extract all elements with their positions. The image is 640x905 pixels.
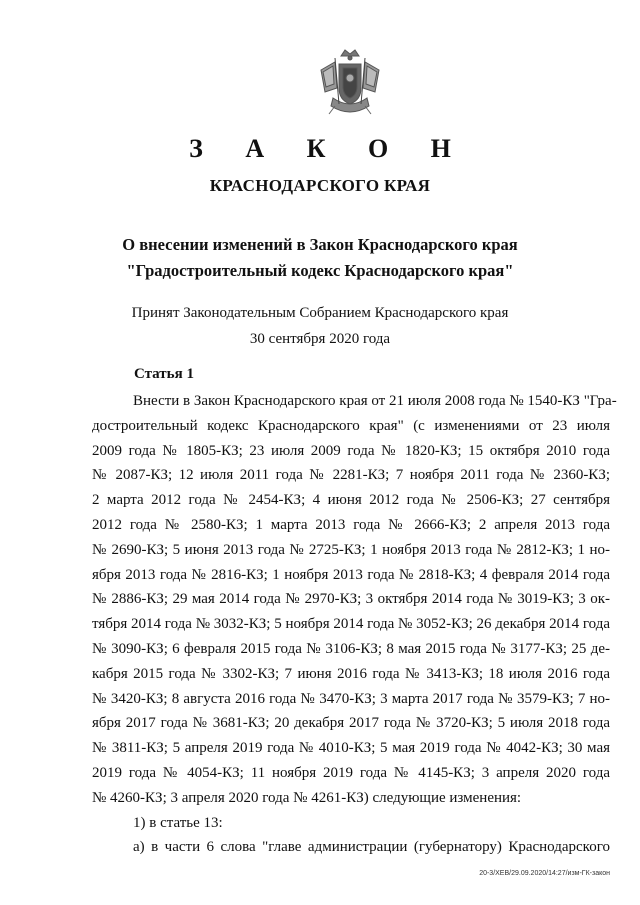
body-line: 2019 года № 4054-КЗ; 11 ноября 2019 года № 4145-КЗ; 3 апреля 2020 года	[92, 764, 610, 781]
body-line: кабря 2015 года № 3302-КЗ; 7 июня 2016 года № 3413-КЗ; 18 июля 2016 года	[92, 665, 610, 682]
body-line: 2012 года № 2580-КЗ; 1 марта 2013 года № 2666-КЗ; 2 апреля 2013 года	[92, 516, 610, 533]
body-line: 2009 года № 1805-КЗ; 23 июля 2009 года № 1820-КЗ; 15 октября 2010 года	[92, 442, 610, 459]
law-name-line-2: "Градостроительный кодекс Краснодарского края"	[126, 261, 514, 280]
document-footer-code: 20-3/ХЕВ/29.09.2020/14:27/изм-ГК-закон	[479, 870, 610, 877]
body-line: № 3811-КЗ; 5 апреля 2019 года № 4010-КЗ; 5 мая 2019 года № 4042-КЗ; 30 мая	[92, 740, 610, 757]
law-name	[0, 232, 640, 284]
body-line: ября 2013 года № 2816-КЗ; 1 ноября 2013 года № 2818-КЗ; 4 февраля 2014 года	[92, 566, 610, 583]
body-line: № 2690-КЗ; 5 июня 2013 года № 2725-КЗ; 1 ноября 2013 года № 2812-КЗ; 1 но-	[92, 541, 610, 558]
document-title: З А К О Н	[189, 134, 469, 163]
body-line: № 2886-КЗ; 29 мая 2014 года № 2970-КЗ; 3 октября 2014 года № 3019-КЗ; 3 ок-	[92, 591, 610, 608]
law-name-line-1: О внесении изменений в Закон Краснодарского края	[122, 235, 518, 254]
document-subtitle: КРАСНОДАРСКОГО КРАЯ	[209, 176, 431, 195]
adoption-line-1: Принят Законодательным Собранием Краснодарского края	[131, 305, 509, 321]
coat-of-arms-emblem	[315, 48, 385, 120]
body-line: достроительный кодекс Краснодарского края" (с изменениями от 23 июля	[92, 417, 610, 434]
item-1a: а) в части 6 слова "главе администрации (губернатору) Краснодарского	[133, 839, 610, 856]
body-line: ября 2017 года № 3681-КЗ; 20 декабря 2017 года № 3720-КЗ; 5 июля 2018 года	[92, 715, 610, 732]
body-line: тября 2014 года № 3032-КЗ; 5 ноября 2014 года № 3052-КЗ; 26 декабря 2014 года	[92, 616, 610, 633]
body-line: Внести в Закон Краснодарского края от 21 июля 2008 года № 1540-КЗ "Гра-	[133, 393, 617, 409]
body-line: № 2087-КЗ; 12 июля 2011 года № 2281-КЗ; 7 ноября 2011 года № 2360-КЗ;	[92, 467, 610, 484]
body-line: № 3420-КЗ; 8 августа 2016 года № 3470-КЗ; 3 марта 2017 года № 3579-КЗ; 7 но-	[92, 690, 610, 707]
body-line: № 3090-КЗ; 6 февраля 2015 года № 3106-КЗ; 8 мая 2015 года № 3177-КЗ; 25 де-	[92, 640, 610, 657]
article-title: Статья 1	[134, 366, 194, 382]
adoption-info	[0, 300, 640, 352]
article-body	[92, 389, 617, 860]
body-line: 2 марта 2012 года № 2454-КЗ; 4 июня 2012 года № 2506-КЗ; 27 сентября	[92, 492, 610, 509]
adoption-date: 30 сентября 2020 года	[249, 331, 391, 347]
item-1: 1) в статье 13:	[133, 814, 223, 831]
body-line: № 4260-КЗ; 3 апреля 2020 года № 4261-КЗ) следующие изменения:	[92, 789, 522, 806]
